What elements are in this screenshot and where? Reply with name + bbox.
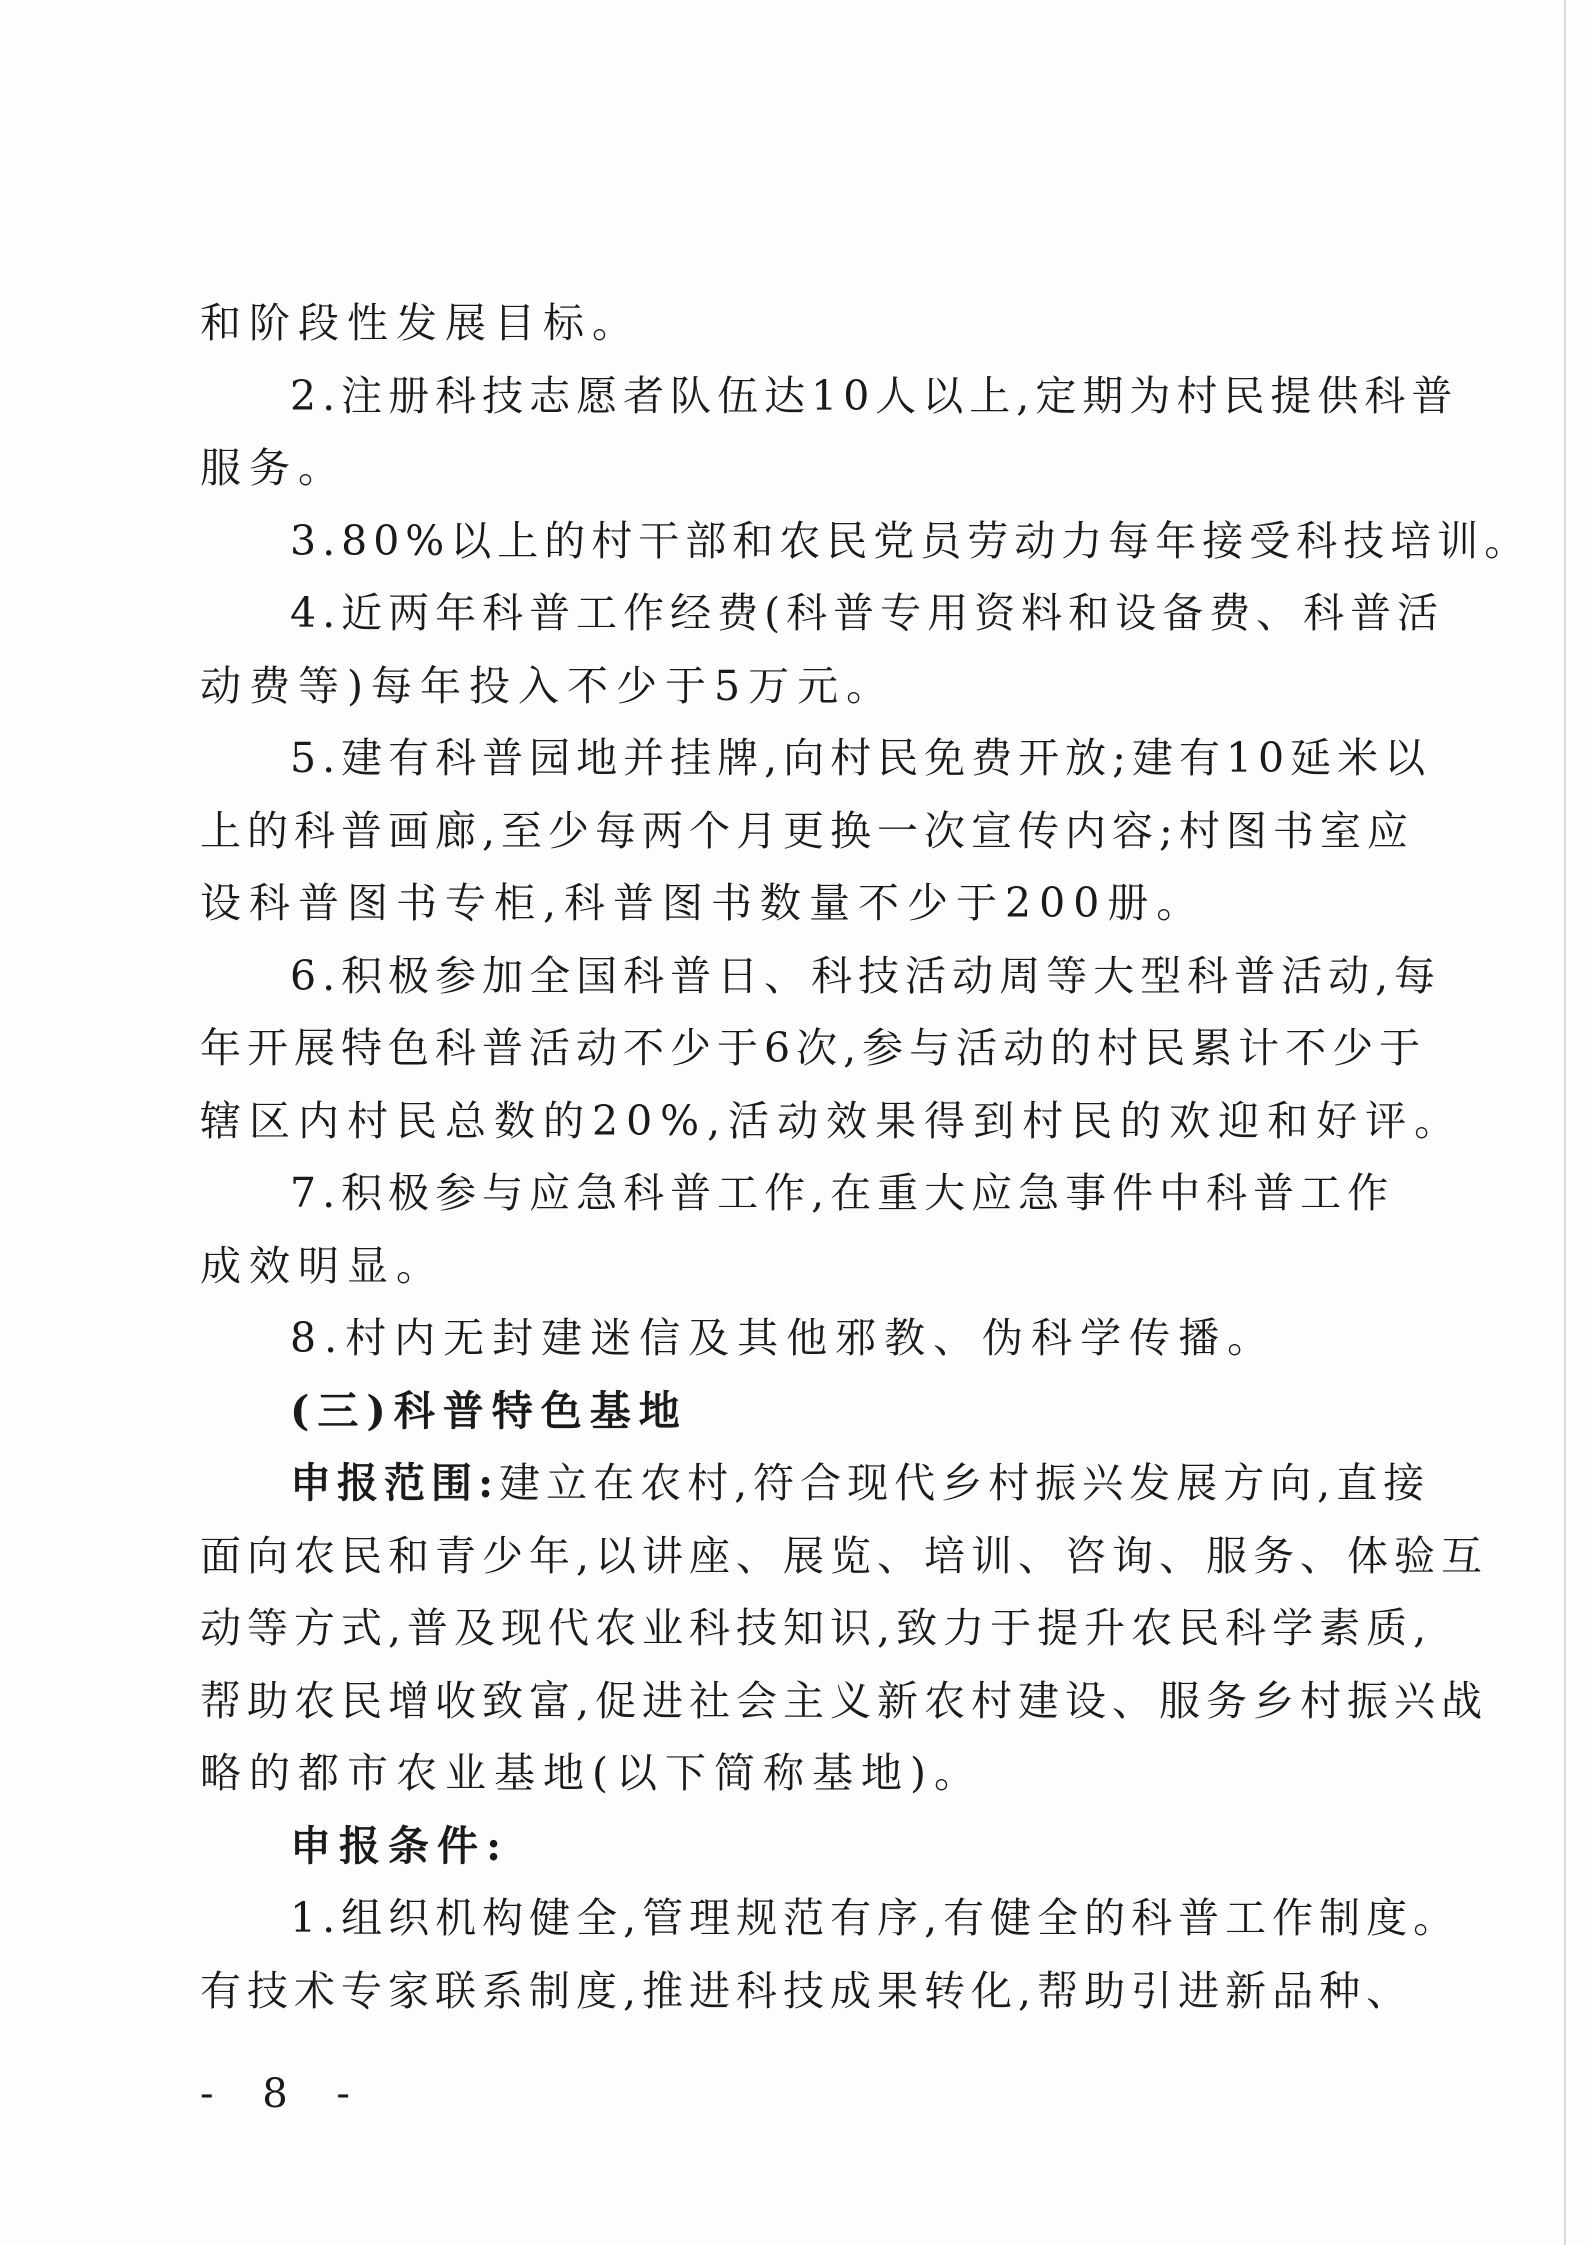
conditions-label: 申报条件: — [290, 1822, 510, 1870]
paragraph-line: 略的都市农业基地(以下简称基地)。 — [200, 1749, 983, 1797]
paragraph-line: 7.积极参与应急科普工作,在重大应急事件中科普工作 — [290, 1169, 1395, 1217]
section-heading: (三)科普特色基地 — [290, 1387, 688, 1435]
page-edge-shadow — [1564, 0, 1566, 2245]
paragraph-line: 和阶段性发展目标。 — [200, 299, 641, 347]
paragraph-line: 服务。 — [200, 444, 347, 492]
paragraph-line: 成效明显。 — [200, 1242, 445, 1290]
scope-line — [290, 1453, 1431, 1513]
scope-label: 申报范围: — [290, 1459, 500, 1507]
paragraph-line: 8.村内无封建迷信及其他邪教、伪科学传播。 — [290, 1314, 1277, 1362]
paragraph-line: 帮助农民增收致富,促进社会主义新农村建设、服务乡村振兴战 — [200, 1677, 1489, 1725]
paragraph-line: 设科普图书专柜,科普图书数量不少于200册。 — [200, 879, 1206, 927]
paragraph-line: 4.近两年科普工作经费(科普专用资料和设备费、科普活 — [290, 589, 1445, 637]
paragraph-line: 5.建有科普园地并挂牌,向村民免费开放;建有10延米以 — [290, 734, 1432, 782]
scope-text: 建立在农村,符合现代乡村振兴发展方向,直接 — [499, 1459, 1431, 1507]
paragraph-line: 面向农民和青少年,以讲座、展览、培训、咨询、服务、体验互 — [200, 1532, 1489, 1580]
paragraph-line: 上的科普画廊,至少每两个月更换一次宣传内容;村图书室应 — [200, 807, 1414, 855]
paragraph-line: 2.注册科技志愿者队伍达10人以上,定期为村民提供科普 — [290, 372, 1459, 420]
paragraph-line: 动等方式,普及现代农业科技知识,致力于提升农民科学素质, — [200, 1604, 1433, 1652]
paragraph-line: 3.80%以上的村干部和农民党员劳动力每年接受科技培训。 — [290, 517, 1532, 565]
paragraph-line: 动费等)每年投入不少于5万元。 — [200, 662, 896, 710]
paragraph-line: 辖区内村民总数的20%,活动效果得到村民的欢迎和好评。 — [200, 1097, 1464, 1145]
page-number: - 8 - — [200, 2071, 368, 2117]
paragraph-line: 有技术专家联系制度,推进科技成果转化,帮助引进新品种、 — [200, 1967, 1414, 2015]
paragraph-line: 年开展特色科普活动不少于6次,参与活动的村民累计不少于 — [200, 1024, 1427, 1072]
paragraph-line: 6.积极参加全国科普日、科技活动周等大型科普活动,每 — [290, 952, 1442, 1000]
paragraph-line: 1.组织机构健全,管理规范有序,有健全的科普工作制度。 — [290, 1894, 1461, 1942]
